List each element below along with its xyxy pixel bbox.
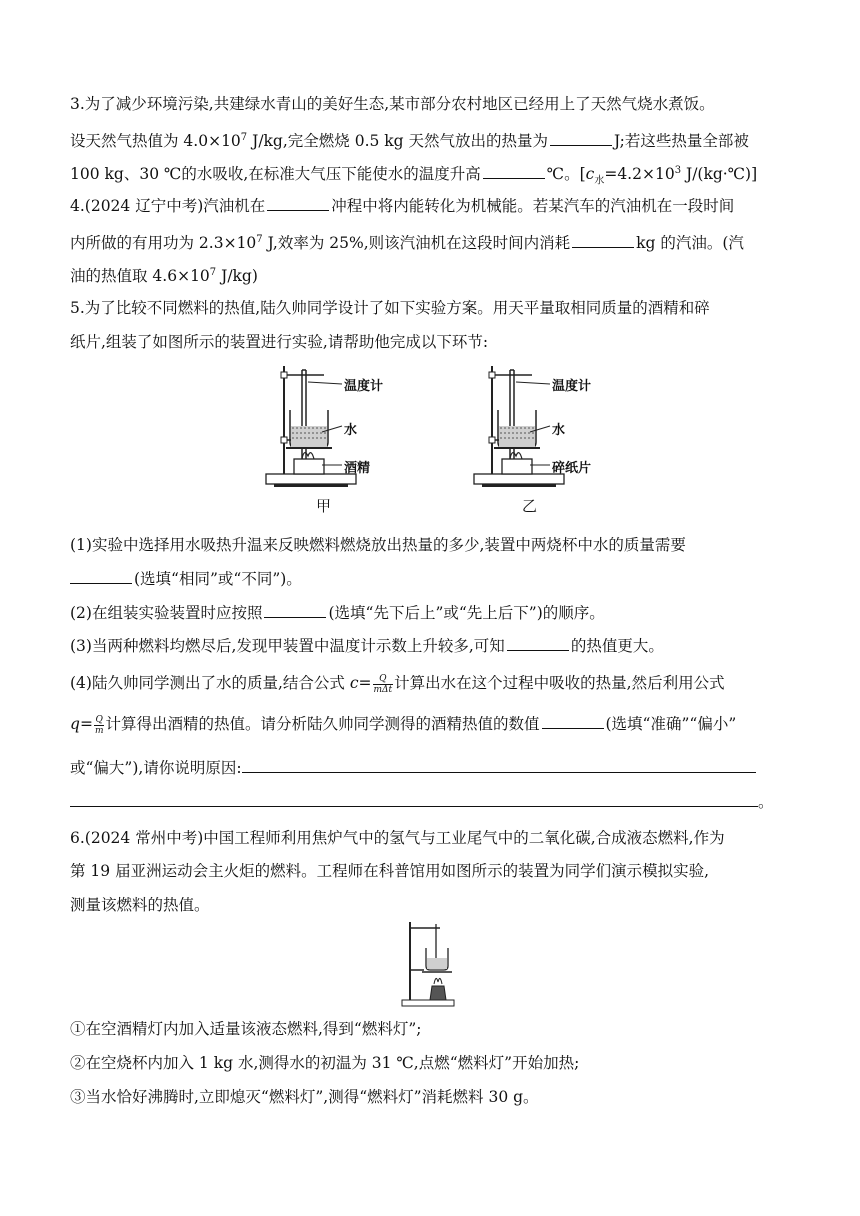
q4-blank-stroke[interactable]	[267, 196, 329, 211]
formula-c-fraction: $\frac{Q}{\text{mΔt}}$	[373, 673, 393, 695]
caption-jia: 甲	[316, 497, 332, 515]
q3-line-3: 100 kg、30 ℃的水吸收,在标准大气压下能使水的温度升高 ℃。[$c_水=4.2\times 10^3$ J/(kg·℃)]	[70, 165, 758, 187]
q3-line-2: 设天然气热值为 $4.0\times 10^7$ J/kg,完全燃烧 0.5 kg 天然气放出的热量为 J;若这些热量全部被	[70, 132, 749, 151]
label-thermometer-left: 温度计	[344, 379, 384, 394]
q3-blank-heat[interactable]	[550, 131, 612, 146]
q6-step-1: ①在空酒精灯内加入适量该液态燃料,得到“燃料灯”;	[70, 1020, 422, 1038]
q5-reason-blank-2[interactable]	[70, 792, 758, 807]
label-water-left: 水	[344, 423, 358, 438]
q5-reason-blank-1[interactable]	[242, 758, 756, 773]
label-thermometer-right: 温度计	[552, 379, 592, 394]
q4-line-2: 内所做的有用功为 $2.3\times 10^7$ J,效率为 25%,则该汽油机在这段时间内消耗 kg 的汽油。(汽	[70, 234, 744, 253]
formula-q-fraction: $\frac{Q}{m}$	[94, 714, 104, 736]
q5-part-2: (2)在组装实验装置时应按照 (选填“先下后上”或“先上后下”)的顺序。	[70, 604, 605, 622]
q5-part-4-line-2: q= $\frac{Q}{m}$ 计算得出酒精的热值。请分析陆久帅同学测得的酒精热值的数值 (选填“准确”“偏小”	[70, 714, 737, 736]
apparatus-figure-fuel-lamp	[400, 920, 460, 1010]
q5-blank-3[interactable]	[507, 636, 569, 651]
label-fuel-left: 酒精	[344, 461, 371, 476]
q4-blank-mass[interactable]	[572, 233, 634, 248]
q3-line-1: 3.为了减少环境污染,共建绿水青山的美好生态,某市部分农村地区已经用上了天然气烧水煮饭。	[70, 95, 715, 113]
q5-part-4-line-1: (4)陆久帅同学测出了水的质量,结合公式 c= $\frac{Q}{\text{mΔt}}$ 计算出水在这个过程中吸收的热量,然后利用公式	[70, 673, 725, 695]
q6-step-3: ③当水恰好沸腾时,立即熄灭“燃料灯”,测得“燃料灯”消耗燃料 30 g。	[70, 1088, 539, 1106]
q6-line-1: 6.(2024 常州中考)中国工程师利用焦炉气中的氢气与工业尾气中的二氧化碳,合成液态燃料,作为	[70, 829, 725, 847]
q5-blank-2[interactable]	[264, 603, 326, 618]
caption-yi: 乙	[522, 497, 538, 515]
q4-line-1: 4.(2024 辽宁中考)汽油机在 冲程中将内能转化为机械能。若某汽车的汽油机在一段时间	[70, 197, 735, 215]
q5-part-4-line-3: 或“偏大”),请你说明原因:	[70, 758, 756, 778]
label-fuel-right: 碎纸片	[552, 461, 592, 476]
q5-part-4-line-4: 。	[70, 792, 774, 812]
q5-line-2: 纸片,组装了如图所示的装置进行实验,请帮助他完成以下环节:	[70, 333, 489, 351]
label-water-right: 水	[552, 423, 566, 438]
q6-line-2: 第 19 届亚洲运动会主火炬的燃料。工程师在科普馆用如图所示的装置为同学们演示模拟实验,	[70, 862, 710, 880]
q5-line-1: 5.为了比较不同燃料的热值,陆久帅同学设计了如下实验方案。用天平量取相同质量的酒精和碎	[70, 299, 710, 317]
q5-part-3: (3)当两种燃料均燃尽后,发现甲装置中温度计示数上升较多,可知 的热值更大。	[70, 637, 664, 655]
q5-part-1-line-1: (1)实验中选择用水吸热升温来反映燃料燃烧放出热量的多少,装置中两烧杯中水的质量需要	[70, 536, 686, 554]
q6-line-3: 测量该燃料的热值。	[70, 896, 210, 914]
q3-blank-temp[interactable]	[483, 164, 545, 179]
q5-part-1-line-2: (选填“相同”或“不同”)。	[70, 569, 302, 589]
q5-blank-4[interactable]	[542, 714, 604, 729]
q4-line-3: 油的热值取 $4.6\times 10^7$ J/kg)	[70, 267, 258, 286]
q6-step-2: ②在空烧杯内加入 1 kg 水,测得水的初温为 31 ℃,点燃“燃料灯”开始加热;	[70, 1054, 580, 1072]
q5-blank-1[interactable]	[70, 569, 132, 584]
